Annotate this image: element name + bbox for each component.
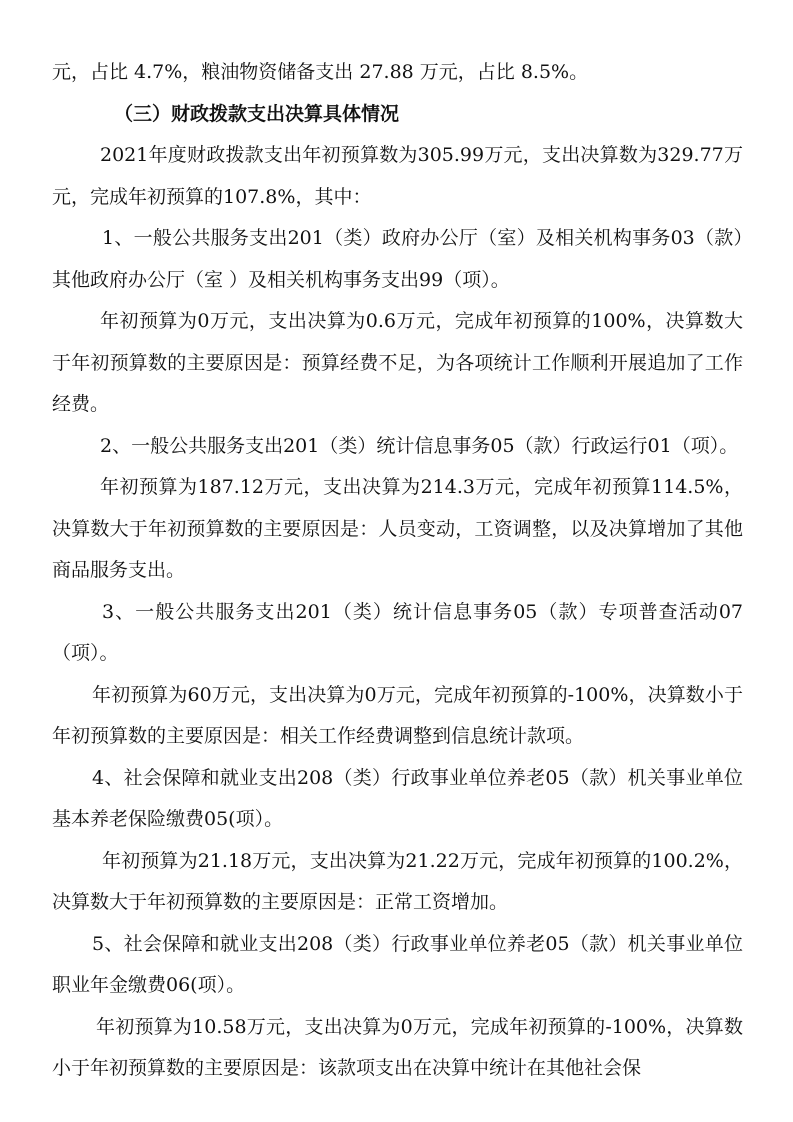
paragraph-summary: 2021年度财政拨款支出年初预算数为305.99万元，支出决算数为329.77万元，完成年初预算的107.8%，其中：	[52, 144, 743, 208]
paragraph-item-4-body: 年初预算为21.18万元，支出决算为21.22万元，完成年初预算的100.2%，决算数大于年初预算数的主要原因是：正常工资增加。	[52, 849, 743, 913]
paragraph-item-1-body: 年初预算为0万元，支出决算为0.6万元，完成年初预算的100%，决算数大于年初预算数的主要原因是：预算经费不足，为各项统计工作顺利开展追加了工作经费。	[52, 310, 743, 415]
paragraph-item-4-title: 4、社会保障和就业支出208（类）行政事业单位养老05（款）机关事业单位基本养老保险缴费05(项）。	[52, 766, 743, 830]
section-heading: （三）财政拨款支出决算具体情况	[114, 102, 400, 125]
paragraph-item-2-title: 2、一般公共服务支出201（类）统计信息事务05（款）行政运行01（项）。	[100, 434, 739, 457]
paragraph-item-3-title: 3、一般公共服务支出201（类）统计信息事务05（款）专项普查活动07（项）。	[52, 600, 743, 664]
paragraph-item-3-body: 年初预算为60万元，支出决算为0万元，完成年初预算的-100%，决算数小于年初预算数的主要原因是：相关工作经费调整到信息统计款项。	[52, 683, 743, 747]
paragraph-item-5-body: 年初预算为10.58万元，支出决算为0万元，完成年初预算的-100%，决算数小于年初预算数的主要原因是：该款项支出在决算中统计在其他社会保	[52, 1015, 743, 1079]
paragraph-item-5-title: 5、社会保障和就业支出208（类）行政事业单位养老05（款）机关事业单位职业年金缴费06(项）。	[52, 932, 743, 996]
paragraph-continued: 元，占比 4.7%，粮油物资储备支出 27.88 万元，占比 8.5%。	[52, 61, 589, 83]
paragraph-item-1-title: 1、一般公共服务支出201（类）政府办公厅（室）及相关机构事务03（款）其他政府办公厅（室 ）及相关机构事务支出99（项）。	[52, 227, 743, 291]
paragraph-item-2-body: 年初预算为187.12万元，支出决算为214.3万元，完成年初预算114.5%，决算数大于年初预算数的主要原因是：人员变动，工资调整，以及决算增加了其他商品服务支出。	[52, 476, 743, 581]
